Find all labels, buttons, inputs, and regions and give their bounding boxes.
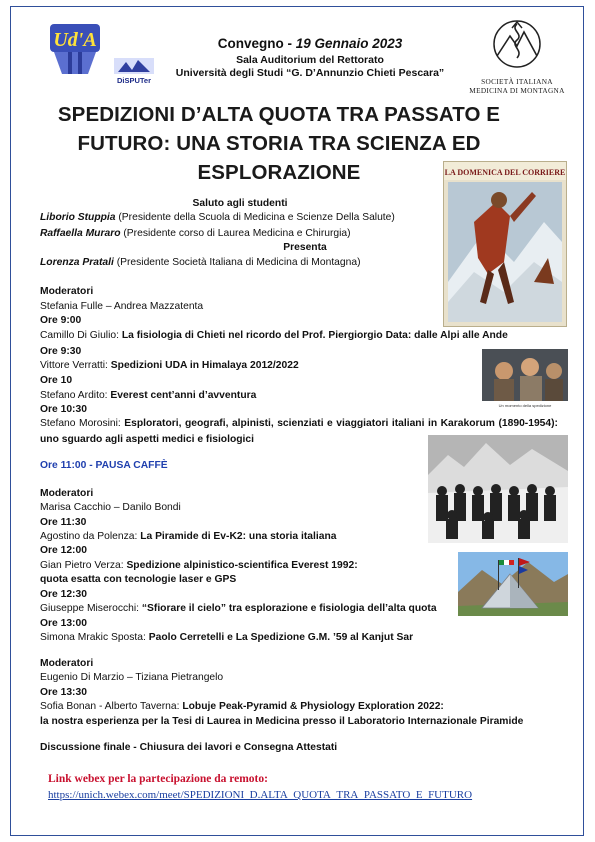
event-date: 19 Gennaio 2023 bbox=[295, 36, 403, 51]
event-date-line bbox=[160, 36, 460, 51]
uda-logo-text: Ud'A bbox=[53, 29, 97, 51]
talk-title: Lobuje Peak-Pyramid & Physiology Exploration 2022: bbox=[182, 701, 444, 712]
simm-logo bbox=[462, 18, 572, 100]
session1-time-2: Ore 9:30 bbox=[40, 346, 82, 357]
session1-talk-1 bbox=[40, 328, 508, 344]
session2-talk-3 bbox=[40, 601, 437, 617]
event-header bbox=[160, 36, 460, 80]
talk-title: La Piramide di Ev-K2: una storia italiana bbox=[140, 531, 337, 542]
talk-speaker: Sofia Bonan - Alberto Taverna: bbox=[40, 701, 183, 712]
talk-title: Paolo Cerretelli e La Spedizione G.M. ’59 al Kanjut Sar bbox=[148, 632, 414, 643]
session1-moderators: Stefania Fulle – Andrea Mazzatenta bbox=[40, 301, 204, 312]
presenta-label: Presenta bbox=[283, 242, 327, 253]
talk-title: Esploratori, geografi, alpinisti, scienziati e viaggiatori italiani in Karakorum (1890-1954): uno sguardo agli aspetti medici e fisiologici bbox=[40, 418, 558, 445]
greeting-2-name: Raffaella Muraro bbox=[40, 228, 121, 239]
uda-logo bbox=[44, 22, 106, 78]
session3-moderators-label: Moderatori bbox=[40, 658, 94, 669]
coffee-break: Ore 11:00 - PAUSA CAFFÈ bbox=[40, 460, 168, 471]
talk-speaker: Simona Mrakic Sposta: bbox=[40, 632, 149, 643]
greeting-1-role: (Presidente della Scuola di Medicina e Scienze Della Salute) bbox=[115, 212, 395, 223]
university: Università degli Studi “G. D’Annunzio Chieti Pescara” bbox=[175, 67, 445, 79]
talk-speaker: Agostino da Polenza: bbox=[40, 531, 141, 542]
session1-time-1: Ore 9:00 bbox=[40, 315, 82, 326]
greeting-2-role: (Presidente corso di Laurea Medicina e Chirurgia) bbox=[120, 228, 351, 239]
simm-line1: SOCIETÀ ITALIANA bbox=[481, 77, 553, 86]
session2-moderators-label: Moderatori bbox=[40, 488, 94, 499]
title-line-2: FUTURO: UNA STORIA TRA SCIENZA ED bbox=[77, 132, 481, 155]
session1-moderators-label: Moderatori bbox=[40, 286, 94, 297]
greeting-1 bbox=[40, 210, 395, 226]
session1-time-4: Ore 10:30 bbox=[40, 404, 87, 415]
session1-talk-2 bbox=[40, 358, 299, 374]
talk-speaker: Stefano Ardito: bbox=[40, 390, 111, 401]
title-line-3: ESPLORAZIONE bbox=[197, 161, 361, 184]
talk-title: La fisiologia di Chieti nel ricordo del Prof. Piergiorgio Data: dalle Alpi alle Ande bbox=[121, 330, 508, 341]
greeting-3 bbox=[40, 255, 361, 271]
session2-time-3: Ore 12:30 bbox=[40, 589, 87, 600]
disputer-logo bbox=[110, 56, 158, 86]
photo2-caption: Un momento della spedizione bbox=[498, 403, 552, 408]
webex-link[interactable]: https://unich.webex.com/meet/SPEDIZIONI_D.ALTA_QUOTA_TRA_PASSATO_E_FUTURO bbox=[48, 789, 473, 801]
talk-title: Spedizione alpinistico-scientifica Everest 1992: bbox=[126, 560, 358, 571]
expedition-photo-color bbox=[482, 349, 568, 409]
session1-time-3: Ore 10 bbox=[40, 375, 73, 386]
convegno-label: Convegno - bbox=[217, 36, 292, 51]
greetings-heading: Saluto agli studenti bbox=[192, 198, 288, 209]
greeting-1-name: Liborio Stuppia bbox=[40, 212, 116, 223]
greeting-3-role: (Presidente Società Italiana di Medicina di Montagna) bbox=[113, 257, 361, 268]
simm-emblem bbox=[492, 18, 542, 72]
greeting-3-name: Lorenza Pratali bbox=[40, 257, 114, 268]
simm-line2: MEDICINA DI MONTAGNA bbox=[469, 86, 565, 95]
title-line-1: SPEDIZIONI D’ALTA QUOTA TRA PASSATO E bbox=[57, 103, 501, 126]
talk-title: Everest cent’anni d’avventura bbox=[110, 390, 257, 401]
session2-time-2: Ore 12:00 bbox=[40, 545, 87, 556]
expedition-group-photo bbox=[428, 435, 568, 543]
session3-time-1: Ore 13:30 bbox=[40, 687, 87, 698]
magazine-title: LA DOMENICA DEL CORRIERE bbox=[444, 168, 566, 177]
session3-talk-1 bbox=[40, 699, 444, 715]
talk-speaker: Vittore Verratti: bbox=[40, 360, 111, 371]
webex-label: Link webex per la partecipazione da remoto: bbox=[48, 773, 268, 785]
closing-line: Discussione finale - Chiusura dei lavori e Consegna Attestati bbox=[40, 742, 338, 753]
venue: Sala Auditorium del Rettorato bbox=[236, 54, 384, 66]
session3-moderators: Eugenio Di Marzio – Tiziana Pietrangelo bbox=[40, 672, 224, 683]
talk-speaker: Camillo Di Giulio: bbox=[40, 330, 122, 341]
talk-speaker: Giuseppe Miserocchi: bbox=[40, 603, 142, 614]
pyramid-laboratory-photo bbox=[458, 552, 568, 616]
talk-title-continued: quota esatta con tecnologie laser e GPS bbox=[40, 574, 237, 585]
talk-title: “Sfiorare il cielo” tra esplorazione e fisiologia dell’alta quota bbox=[141, 603, 437, 614]
session2-talk-4 bbox=[40, 630, 413, 646]
disputer-logo-text: DiSPUTer bbox=[116, 76, 152, 85]
session2-time-1: Ore 11:30 bbox=[40, 517, 87, 528]
talk-speaker: Gian Pietro Verza: bbox=[40, 560, 127, 571]
session2-moderators: Marisa Cacchio – Danilo Bondi bbox=[40, 502, 181, 513]
talk-title: Spedizioni UDA in Himalaya 2012/2022 bbox=[110, 360, 299, 371]
session2-time-4: Ore 13:00 bbox=[40, 618, 87, 629]
talk-speaker: Stefano Morosini: bbox=[40, 418, 125, 429]
talk-title-continued: la nostra esperienza per la Tesi di Laurea in Medicina presso il Laboratorio Internazionale Piramide bbox=[40, 716, 524, 727]
